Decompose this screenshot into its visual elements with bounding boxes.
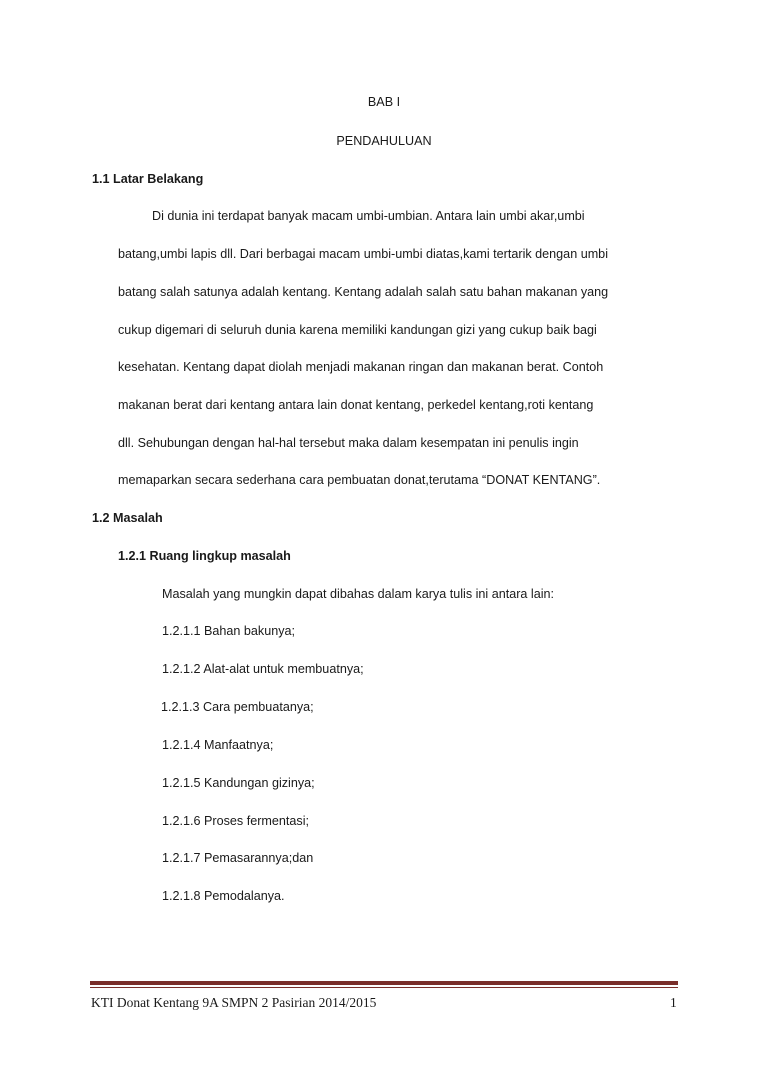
page-number: 1 (670, 995, 677, 1010)
subsection-intro: Masalah yang mungkin dapat dibahas dalam karya tulis ini antara lain: (162, 587, 555, 601)
list-item: 1.2.1.3 Cara pembuatanya; (161, 700, 314, 714)
list-item: 1.2.1.5 Kandungan gizinya; (162, 776, 315, 790)
paragraph-line: Di dunia ini terdapat banyak macam umbi-umbian. Antara lain umbi akar,umbi (152, 209, 585, 223)
paragraph-line: kesehatan. Kentang dapat diolah menjadi makanan ringan dan makanan berat. Contoh (118, 360, 604, 374)
footer-rule (90, 981, 678, 985)
section-1-1-heading: 1.1 Latar Belakang (92, 172, 204, 186)
list-item: 1.2.1.7 Pemasarannya;dan (162, 851, 314, 865)
paragraph-line: dll. Sehubungan dengan hal-hal tersebut maka dalam kesempatan ini penulis ingin (118, 436, 579, 450)
paragraph-line: batang salah satunya adalah kentang. Kentang adalah salah satu bahan makanan yang (118, 285, 609, 299)
chapter-title: PENDAHULUAN (336, 134, 432, 148)
paragraph-line: makanan berat dari kentang antara lain donat kentang, perkedel kentang,roti kentang (118, 398, 594, 412)
paragraph-line: memaparkan secara sederhana cara pembuatan donat,terutama “DONAT KENTANG”. (118, 473, 601, 487)
chapter-label: BAB I (367, 95, 401, 109)
paragraph-line: cukup digemari di seluruh dunia karena memiliki kandungan gizi yang cukup baik bagi (118, 323, 597, 337)
list-item: 1.2.1.1 Bahan bakunya; (162, 624, 296, 638)
footer-title: KTI Donat Kentang 9A SMPN 2 Pasirian 2014/2015 (91, 995, 377, 1010)
section-1-2-heading: 1.2 Masalah (92, 511, 163, 525)
footer-rule-thin (90, 987, 678, 988)
subsection-1-2-1-heading: 1.2.1 Ruang lingkup masalah (118, 549, 291, 563)
paragraph-line: batang,umbi lapis dll. Dari berbagai macam umbi-umbi diatas,kami tertarik dengan umbi (118, 247, 608, 261)
list-item: 1.2.1.2 Alat-alat untuk membuatnya; (162, 662, 364, 676)
list-item: 1.2.1.8 Pemodalanya. (162, 889, 285, 903)
list-item: 1.2.1.6 Proses fermentasi; (162, 814, 309, 828)
list-item: 1.2.1.4 Manfaatnya; (162, 738, 274, 752)
